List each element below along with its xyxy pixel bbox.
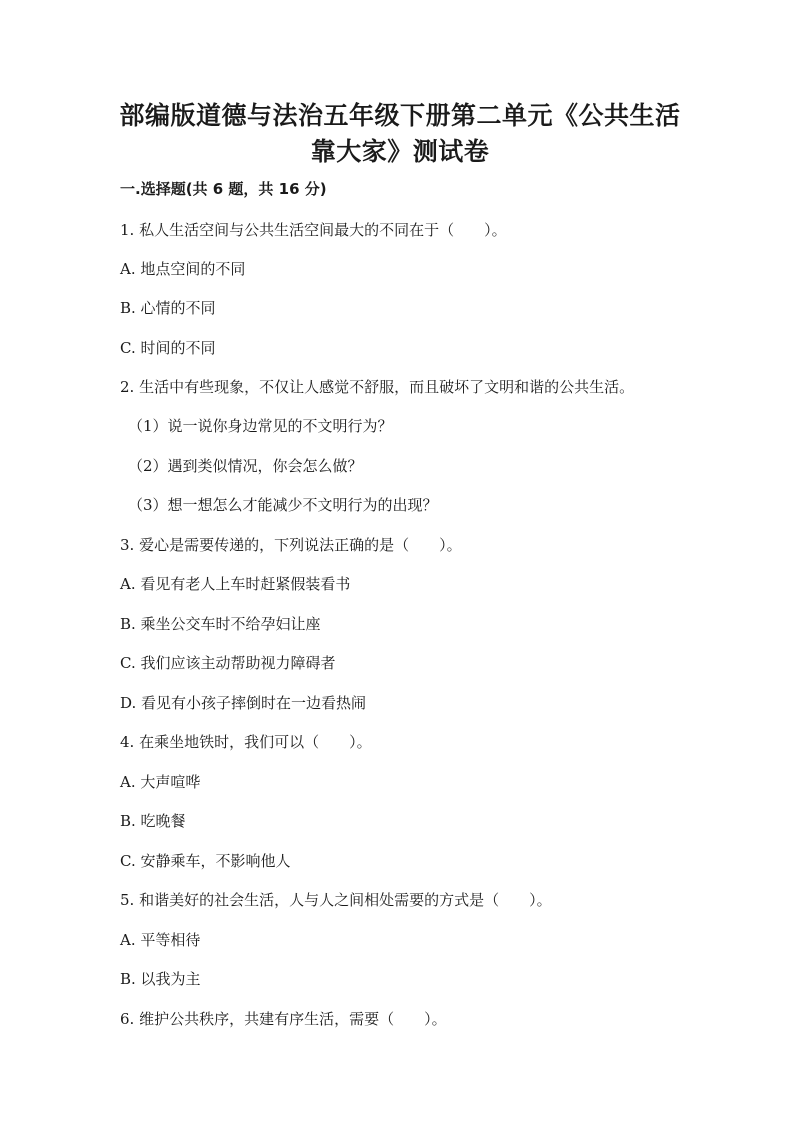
question-4-option-b: B. 吃晚餐 [120, 812, 186, 830]
question-1-option-b: B. 心情的不同 [120, 299, 216, 317]
question-4: 4. 在乘坐地铁时，我们可以（ ）。 [120, 733, 372, 751]
question-1-option-a: A. 地点空间的不同 [120, 260, 246, 278]
question-2: 2. 生活中有些现象，不仅让人感觉不舒服，而且破坏了文明和谐的公共生活。 [120, 378, 635, 396]
question-5-option-b: B. 以我为主 [120, 970, 201, 988]
question-5: 5. 和谐美好的社会生活，人与人之间相处需要的方式是（ ）。 [120, 891, 552, 909]
question-3: 3. 爱心是需要传递的，下列说法正确的是（ ）。 [120, 536, 462, 554]
question-6: 6. 维护公共秩序，共建有序生活，需要（ ）。 [120, 1010, 447, 1028]
question-1-option-c: C. 时间的不同 [120, 339, 216, 357]
question-3-option-d: D. 看见有小孩子摔倒时在一边看热闹 [120, 694, 367, 712]
question-2-part-3: （3）想一想怎么才能减少不文明行为的出现？ [128, 496, 438, 514]
document-title-line-2: 靠大家》测试卷 [310, 137, 490, 166]
question-3-option-b: B. 乘坐公交车时不给孕妇让座 [120, 615, 321, 633]
question-4-option-c: C. 安静乘车，不影响他人 [120, 852, 291, 870]
question-4-option-a: A. 大声喧哗 [120, 773, 201, 791]
question-2-part-1: （1）说一说你身边常见的不文明行为？ [128, 417, 393, 435]
question-5-option-a: A. 平等相待 [120, 931, 201, 949]
document-title-line-1: 部编版道德与法治五年级下册第二单元《公共生活 [119, 101, 681, 130]
question-3-option-c: C. 我们应该主动帮助视力障碍者 [120, 654, 336, 672]
question-3-option-a: A. 看见有老人上车时赶紧假装看书 [120, 575, 351, 593]
question-1: 1. 私人生活空间与公共生活空间最大的不同在于（ ）。 [120, 221, 507, 239]
question-2-part-2: （2）遇到类似情况，你会怎么做？ [128, 457, 363, 475]
section-heading: 一.选择题(共 6 题，共 16 分) [120, 180, 327, 198]
